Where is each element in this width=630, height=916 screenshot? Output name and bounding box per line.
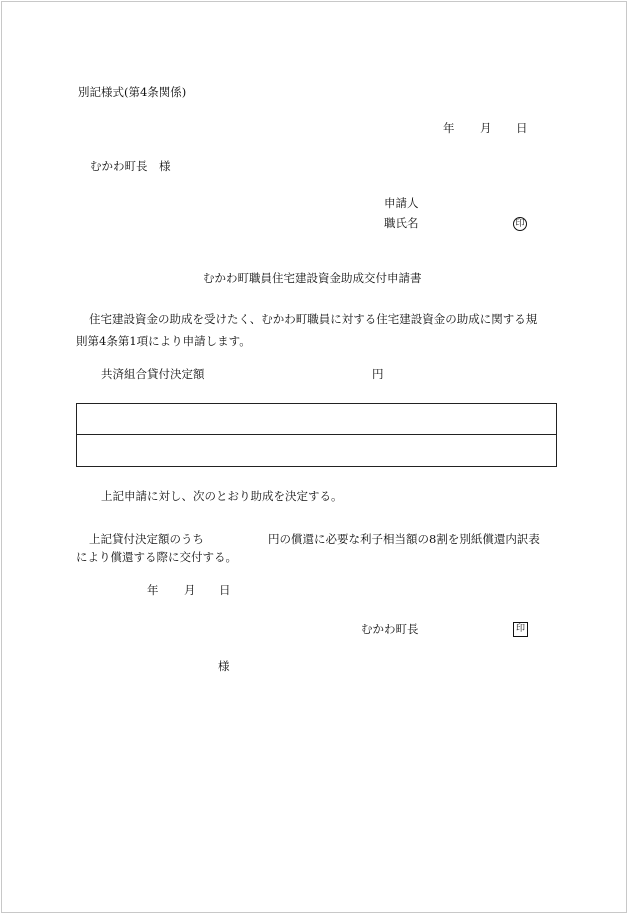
- header-date-day: 日: [516, 121, 528, 135]
- decision-line-1: [76, 524, 566, 546]
- applicant-name-label: 職氏名: [384, 216, 419, 230]
- document-title: むかわ町職員住宅建設資金助成交付申請書: [203, 271, 422, 285]
- decision-line-1-prefix: 上記貸付決定額のうち: [89, 532, 204, 546]
- mayor-label: むかわ町長: [361, 622, 419, 636]
- entry-table: [76, 403, 557, 467]
- addressee: むかわ町長 様: [90, 159, 171, 173]
- decision-paragraph: [76, 524, 566, 568]
- body-line-1: 住宅建設資金の助成を受けたく、むかわ町職員に対する住宅建設資金の助成に関する規: [89, 312, 538, 326]
- decision-line-2: により償還する際に交付する。: [76, 550, 237, 564]
- header-date-year: 年: [443, 121, 455, 135]
- applicant-seal: 印: [513, 217, 527, 231]
- decision-date-year: 年: [147, 583, 159, 597]
- applicant-label: 申請人: [384, 196, 419, 210]
- form-label: 別記様式(第4条関係): [78, 85, 187, 99]
- decision-date-day: 日: [219, 583, 231, 597]
- loan-amount-label: 共済組合貸付決定額: [101, 367, 205, 381]
- header-date-month: 月: [480, 121, 492, 135]
- decision-date-month: 月: [184, 583, 196, 597]
- entry-table-row: [77, 435, 556, 466]
- loan-amount-unit: 円: [372, 367, 384, 381]
- entry-table-row: [77, 404, 556, 435]
- body-paragraph: [76, 308, 561, 352]
- decision-line-1-suffix: 円の償還に必要な利子相当額の8割を別紙償還内訳表: [268, 532, 540, 546]
- body-line-2: 則第4条第1項により申請します。: [76, 334, 251, 348]
- decision-statement: 上記申請に対し、次のとおり助成を決定する。: [101, 489, 343, 503]
- mayor-seal: 印: [513, 622, 528, 637]
- recipient-suffix: 様: [218, 659, 230, 673]
